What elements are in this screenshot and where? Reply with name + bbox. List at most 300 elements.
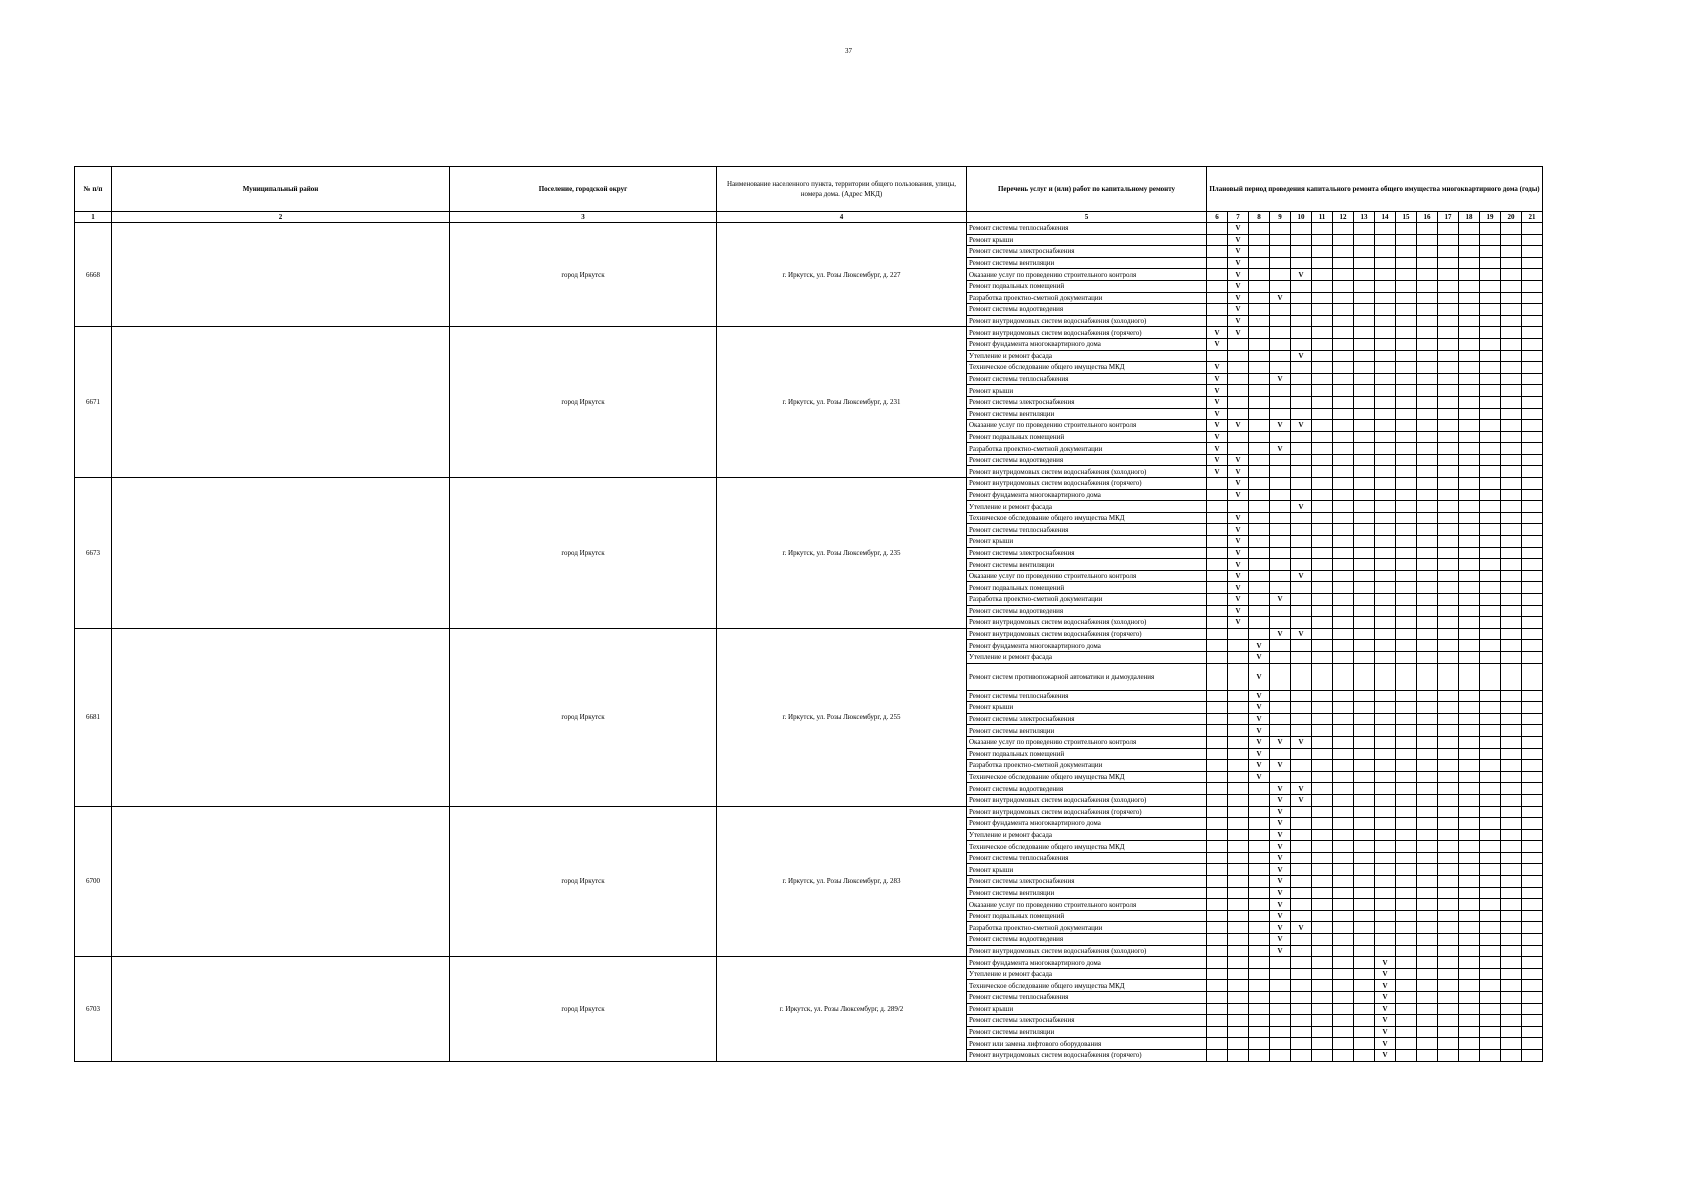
year-cell (1228, 910, 1249, 922)
year-number: 14 (1375, 212, 1396, 223)
year-cell (1312, 315, 1333, 327)
year-cell (1522, 1015, 1543, 1027)
year-cell (1333, 968, 1354, 980)
group-settlement: город Иркутск (450, 223, 717, 327)
year-cell (1396, 783, 1417, 795)
year-mark: V (1207, 443, 1228, 455)
year-cell (1501, 628, 1522, 640)
year-cell (1417, 968, 1438, 980)
year-cell (1522, 466, 1543, 478)
year-cell (1375, 922, 1396, 934)
year-cell (1396, 431, 1417, 443)
year-cell (1291, 980, 1312, 992)
year-cell (1207, 806, 1228, 818)
work-name: Ремонт внутридомовых систем водоснабжения (холодного) (967, 315, 1207, 327)
year-cell (1522, 524, 1543, 536)
year-mark: V (1249, 760, 1270, 772)
year-cell (1375, 223, 1396, 235)
year-cell (1522, 864, 1543, 876)
year-cell (1438, 651, 1459, 663)
year-cell (1354, 350, 1375, 362)
year-cell (1438, 257, 1459, 269)
year-cell (1396, 443, 1417, 455)
year-cell (1312, 605, 1333, 617)
year-cell (1501, 246, 1522, 258)
year-cell (1459, 651, 1480, 663)
year-cell (1291, 512, 1312, 524)
year-cell (1396, 536, 1417, 548)
year-cell (1396, 570, 1417, 582)
capital-repair-table (74, 166, 1543, 1062)
year-cell (1291, 864, 1312, 876)
year-cell (1354, 628, 1375, 640)
year-cell (1291, 605, 1312, 617)
group-settlement: город Иркутск (450, 628, 717, 806)
year-cell (1207, 748, 1228, 760)
year-cell (1417, 246, 1438, 258)
year-cell (1501, 443, 1522, 455)
year-cell (1522, 713, 1543, 725)
group-number: 6700 (75, 806, 112, 957)
year-cell (1291, 910, 1312, 922)
table-row (75, 957, 1543, 969)
year-cell (1417, 899, 1438, 911)
year-cell (1396, 454, 1417, 466)
year-cell (1312, 420, 1333, 432)
year-cell (1396, 269, 1417, 281)
year-cell (1375, 408, 1396, 420)
year-number: 11 (1312, 212, 1333, 223)
group-address: г. Иркутск, ул. Розы Люксембург, д. 227 (717, 223, 967, 327)
year-cell (1501, 408, 1522, 420)
year-cell (1249, 559, 1270, 571)
year-cell (1438, 771, 1459, 783)
year-cell (1501, 373, 1522, 385)
year-mark: V (1207, 408, 1228, 420)
year-cell (1354, 899, 1375, 911)
group-address: г. Иркутск, ул. Розы Люксембург, д. 289/2 (717, 957, 967, 1061)
year-mark: V (1228, 234, 1249, 246)
year-cell (1375, 690, 1396, 702)
year-cell (1375, 246, 1396, 258)
year-cell (1333, 234, 1354, 246)
year-cell (1354, 783, 1375, 795)
year-cell (1312, 594, 1333, 606)
work-name: Ремонт или замена лифтового оборудования (967, 1038, 1207, 1050)
year-mark: V (1249, 736, 1270, 748)
year-cell (1417, 234, 1438, 246)
year-cell (1501, 512, 1522, 524)
year-cell (1501, 945, 1522, 957)
year-cell (1291, 818, 1312, 830)
year-cell (1249, 350, 1270, 362)
year-cell (1354, 327, 1375, 339)
work-name: Ремонт системы электроснабжения (967, 547, 1207, 559)
year-cell (1354, 408, 1375, 420)
year-cell (1291, 280, 1312, 292)
year-cell (1438, 852, 1459, 864)
year-cell (1480, 1038, 1501, 1050)
year-cell (1333, 489, 1354, 501)
year-cell (1396, 829, 1417, 841)
year-cell (1438, 640, 1459, 652)
year-cell (1249, 478, 1270, 490)
table-row (75, 223, 1543, 235)
year-cell (1501, 524, 1522, 536)
year-cell (1396, 1015, 1417, 1027)
year-cell (1207, 736, 1228, 748)
year-cell (1249, 338, 1270, 350)
year-cell (1249, 269, 1270, 281)
year-mark: V (1375, 1049, 1396, 1061)
year-cell (1501, 690, 1522, 702)
group-number: 6668 (75, 223, 112, 327)
year-cell (1312, 783, 1333, 795)
year-cell (1438, 570, 1459, 582)
year-mark: V (1207, 454, 1228, 466)
year-cell (1312, 910, 1333, 922)
year-cell (1417, 559, 1438, 571)
year-cell (1291, 887, 1312, 899)
year-cell (1228, 736, 1249, 748)
year-cell (1333, 818, 1354, 830)
year-cell (1207, 1038, 1228, 1050)
group-settlement: город Иркутск (450, 327, 717, 478)
year-cell (1207, 690, 1228, 702)
year-cell (1417, 489, 1438, 501)
year-cell (1249, 362, 1270, 374)
year-cell (1459, 899, 1480, 911)
year-cell (1333, 524, 1354, 536)
year-cell (1228, 934, 1249, 946)
year-cell (1522, 327, 1543, 339)
year-cell (1375, 829, 1396, 841)
year-cell (1522, 1038, 1543, 1050)
header-works: Перечень услуг и (или) работ по капитальному ремонту (967, 167, 1207, 212)
column-numbers-row (75, 212, 1543, 223)
year-mark: V (1375, 957, 1396, 969)
year-cell (1312, 223, 1333, 235)
group-district (112, 223, 450, 327)
year-cell (1501, 304, 1522, 316)
year-mark: V (1291, 628, 1312, 640)
group-district (112, 628, 450, 806)
year-cell (1417, 420, 1438, 432)
year-cell (1480, 1015, 1501, 1027)
year-cell (1438, 713, 1459, 725)
year-mark: V (1270, 736, 1291, 748)
year-cell (1228, 864, 1249, 876)
year-cell (1522, 1026, 1543, 1038)
year-cell (1312, 957, 1333, 969)
year-cell (1270, 582, 1291, 594)
year-cell (1207, 760, 1228, 772)
year-cell (1522, 651, 1543, 663)
year-cell (1438, 362, 1459, 374)
year-cell (1291, 547, 1312, 559)
year-cell (1228, 350, 1249, 362)
year-cell (1417, 628, 1438, 640)
year-cell (1354, 957, 1375, 969)
year-cell (1438, 1015, 1459, 1027)
year-cell (1438, 760, 1459, 772)
year-cell (1459, 1026, 1480, 1038)
year-cell (1480, 980, 1501, 992)
year-cell (1396, 910, 1417, 922)
work-name: Ремонт системы электроснабжения (967, 876, 1207, 888)
year-cell (1501, 327, 1522, 339)
work-name: Ремонт системы водоотведения (967, 783, 1207, 795)
year-cell (1438, 350, 1459, 362)
year-cell (1396, 559, 1417, 571)
year-mark: V (1270, 934, 1291, 946)
year-cell (1501, 570, 1522, 582)
year-cell (1459, 501, 1480, 513)
year-cell (1333, 570, 1354, 582)
year-cell (1459, 280, 1480, 292)
year-cell (1207, 934, 1228, 946)
year-cell (1522, 396, 1543, 408)
year-cell (1291, 713, 1312, 725)
year-cell (1522, 899, 1543, 911)
work-name: Утепление и ремонт фасада (967, 501, 1207, 513)
year-cell (1501, 760, 1522, 772)
year-cell (1417, 663, 1438, 690)
year-cell (1480, 713, 1501, 725)
year-cell (1291, 968, 1312, 980)
year-cell (1270, 570, 1291, 582)
year-cell (1501, 594, 1522, 606)
year-cell (1333, 910, 1354, 922)
year-cell (1501, 1049, 1522, 1061)
year-cell (1480, 292, 1501, 304)
year-cell (1312, 570, 1333, 582)
year-mark: V (1228, 246, 1249, 258)
year-cell (1438, 489, 1459, 501)
year-cell (1249, 945, 1270, 957)
year-cell (1522, 910, 1543, 922)
year-mark: V (1228, 269, 1249, 281)
year-cell (1291, 829, 1312, 841)
group-address: г. Иркутск, ул. Розы Люксембург, д. 231 (717, 327, 967, 478)
year-cell (1228, 690, 1249, 702)
year-cell (1207, 246, 1228, 258)
year-cell (1501, 420, 1522, 432)
year-cell (1480, 864, 1501, 876)
year-cell (1438, 1049, 1459, 1061)
year-cell (1438, 1026, 1459, 1038)
year-cell (1228, 713, 1249, 725)
year-cell (1207, 1026, 1228, 1038)
year-cell (1501, 234, 1522, 246)
year-cell (1501, 454, 1522, 466)
year-cell (1417, 512, 1438, 524)
year-cell (1270, 478, 1291, 490)
year-cell (1270, 304, 1291, 316)
year-mark: V (1270, 443, 1291, 455)
year-cell (1207, 702, 1228, 714)
year-cell (1501, 1015, 1522, 1027)
year-cell (1501, 651, 1522, 663)
year-cell (1270, 280, 1291, 292)
year-cell (1417, 304, 1438, 316)
year-cell (1396, 327, 1417, 339)
year-cell (1333, 1049, 1354, 1061)
year-cell (1459, 1015, 1480, 1027)
work-name: Ремонт системы водоотведения (967, 605, 1207, 617)
year-cell (1438, 992, 1459, 1004)
year-cell (1291, 899, 1312, 911)
year-cell (1291, 876, 1312, 888)
year-mark: V (1228, 478, 1249, 490)
year-cell (1501, 257, 1522, 269)
year-mark: V (1207, 385, 1228, 397)
year-mark: V (1228, 257, 1249, 269)
year-cell (1438, 512, 1459, 524)
year-cell (1333, 725, 1354, 737)
year-mark: V (1228, 280, 1249, 292)
year-cell (1354, 547, 1375, 559)
year-cell (1375, 280, 1396, 292)
year-cell (1375, 466, 1396, 478)
year-cell (1480, 876, 1501, 888)
year-cell (1249, 876, 1270, 888)
year-cell (1333, 443, 1354, 455)
year-cell (1501, 501, 1522, 513)
year-mark: V (1291, 570, 1312, 582)
year-cell (1480, 431, 1501, 443)
year-cell (1228, 945, 1249, 957)
year-cell (1417, 725, 1438, 737)
year-cell (1249, 512, 1270, 524)
table-row (75, 327, 1543, 339)
year-cell (1396, 547, 1417, 559)
year-cell (1480, 806, 1501, 818)
year-cell (1207, 536, 1228, 548)
year-cell (1522, 922, 1543, 934)
year-cell (1291, 1015, 1312, 1027)
year-cell (1396, 876, 1417, 888)
year-cell (1249, 466, 1270, 478)
year-cell (1354, 841, 1375, 853)
year-cell (1375, 748, 1396, 760)
year-cell (1207, 771, 1228, 783)
year-cell (1501, 806, 1522, 818)
year-cell (1522, 887, 1543, 899)
year-cell (1333, 501, 1354, 513)
year-cell (1417, 454, 1438, 466)
year-cell (1312, 408, 1333, 420)
year-cell (1207, 887, 1228, 899)
year-cell (1249, 968, 1270, 980)
year-cell (1228, 396, 1249, 408)
year-cell (1396, 524, 1417, 536)
year-cell (1480, 945, 1501, 957)
work-name: Ремонт системы водоотведения (967, 304, 1207, 316)
year-cell (1438, 501, 1459, 513)
year-cell (1375, 640, 1396, 652)
year-cell (1207, 992, 1228, 1004)
year-cell (1480, 512, 1501, 524)
year-mark: V (1291, 794, 1312, 806)
year-cell (1375, 362, 1396, 374)
year-cell (1480, 338, 1501, 350)
year-cell (1354, 760, 1375, 772)
year-cell (1291, 362, 1312, 374)
year-cell (1270, 489, 1291, 501)
year-cell (1459, 713, 1480, 725)
year-cell (1438, 315, 1459, 327)
year-cell (1438, 478, 1459, 490)
year-cell (1459, 536, 1480, 548)
year-cell (1375, 559, 1396, 571)
year-cell (1249, 280, 1270, 292)
column-number: 1 (75, 212, 112, 223)
year-mark: V (1249, 690, 1270, 702)
year-cell (1438, 396, 1459, 408)
year-cell (1354, 269, 1375, 281)
year-cell (1270, 524, 1291, 536)
year-cell (1417, 327, 1438, 339)
work-name: Оказание услуг по проведению строительного контроля (967, 899, 1207, 911)
year-cell (1228, 1026, 1249, 1038)
year-cell (1438, 617, 1459, 629)
year-cell (1270, 246, 1291, 258)
year-cell (1354, 736, 1375, 748)
year-cell (1354, 663, 1375, 690)
year-cell (1249, 818, 1270, 830)
year-cell (1228, 992, 1249, 1004)
year-cell (1522, 431, 1543, 443)
year-cell (1438, 304, 1459, 316)
year-cell (1249, 501, 1270, 513)
year-cell (1333, 663, 1354, 690)
year-cell (1333, 420, 1354, 432)
year-cell (1228, 501, 1249, 513)
year-cell (1270, 350, 1291, 362)
year-cell (1480, 818, 1501, 830)
year-mark: V (1228, 512, 1249, 524)
year-cell (1354, 1015, 1375, 1027)
year-cell (1501, 280, 1522, 292)
work-name: Утепление и ремонт фасада (967, 829, 1207, 841)
year-cell (1312, 362, 1333, 374)
year-cell (1333, 957, 1354, 969)
year-cell (1207, 478, 1228, 490)
year-cell (1228, 373, 1249, 385)
year-cell (1480, 223, 1501, 235)
year-cell (1207, 257, 1228, 269)
year-cell (1417, 702, 1438, 714)
year-cell (1501, 736, 1522, 748)
year-cell (1333, 594, 1354, 606)
year-cell (1333, 783, 1354, 795)
year-cell (1501, 1026, 1522, 1038)
year-cell (1291, 617, 1312, 629)
year-cell (1312, 304, 1333, 316)
year-cell (1417, 690, 1438, 702)
year-cell (1375, 818, 1396, 830)
year-cell (1270, 617, 1291, 629)
year-cell (1333, 899, 1354, 911)
year-cell (1354, 725, 1375, 737)
year-cell (1291, 992, 1312, 1004)
year-cell (1396, 605, 1417, 617)
year-cell (1249, 1003, 1270, 1015)
year-cell (1270, 431, 1291, 443)
year-cell (1228, 783, 1249, 795)
year-cell (1522, 852, 1543, 864)
